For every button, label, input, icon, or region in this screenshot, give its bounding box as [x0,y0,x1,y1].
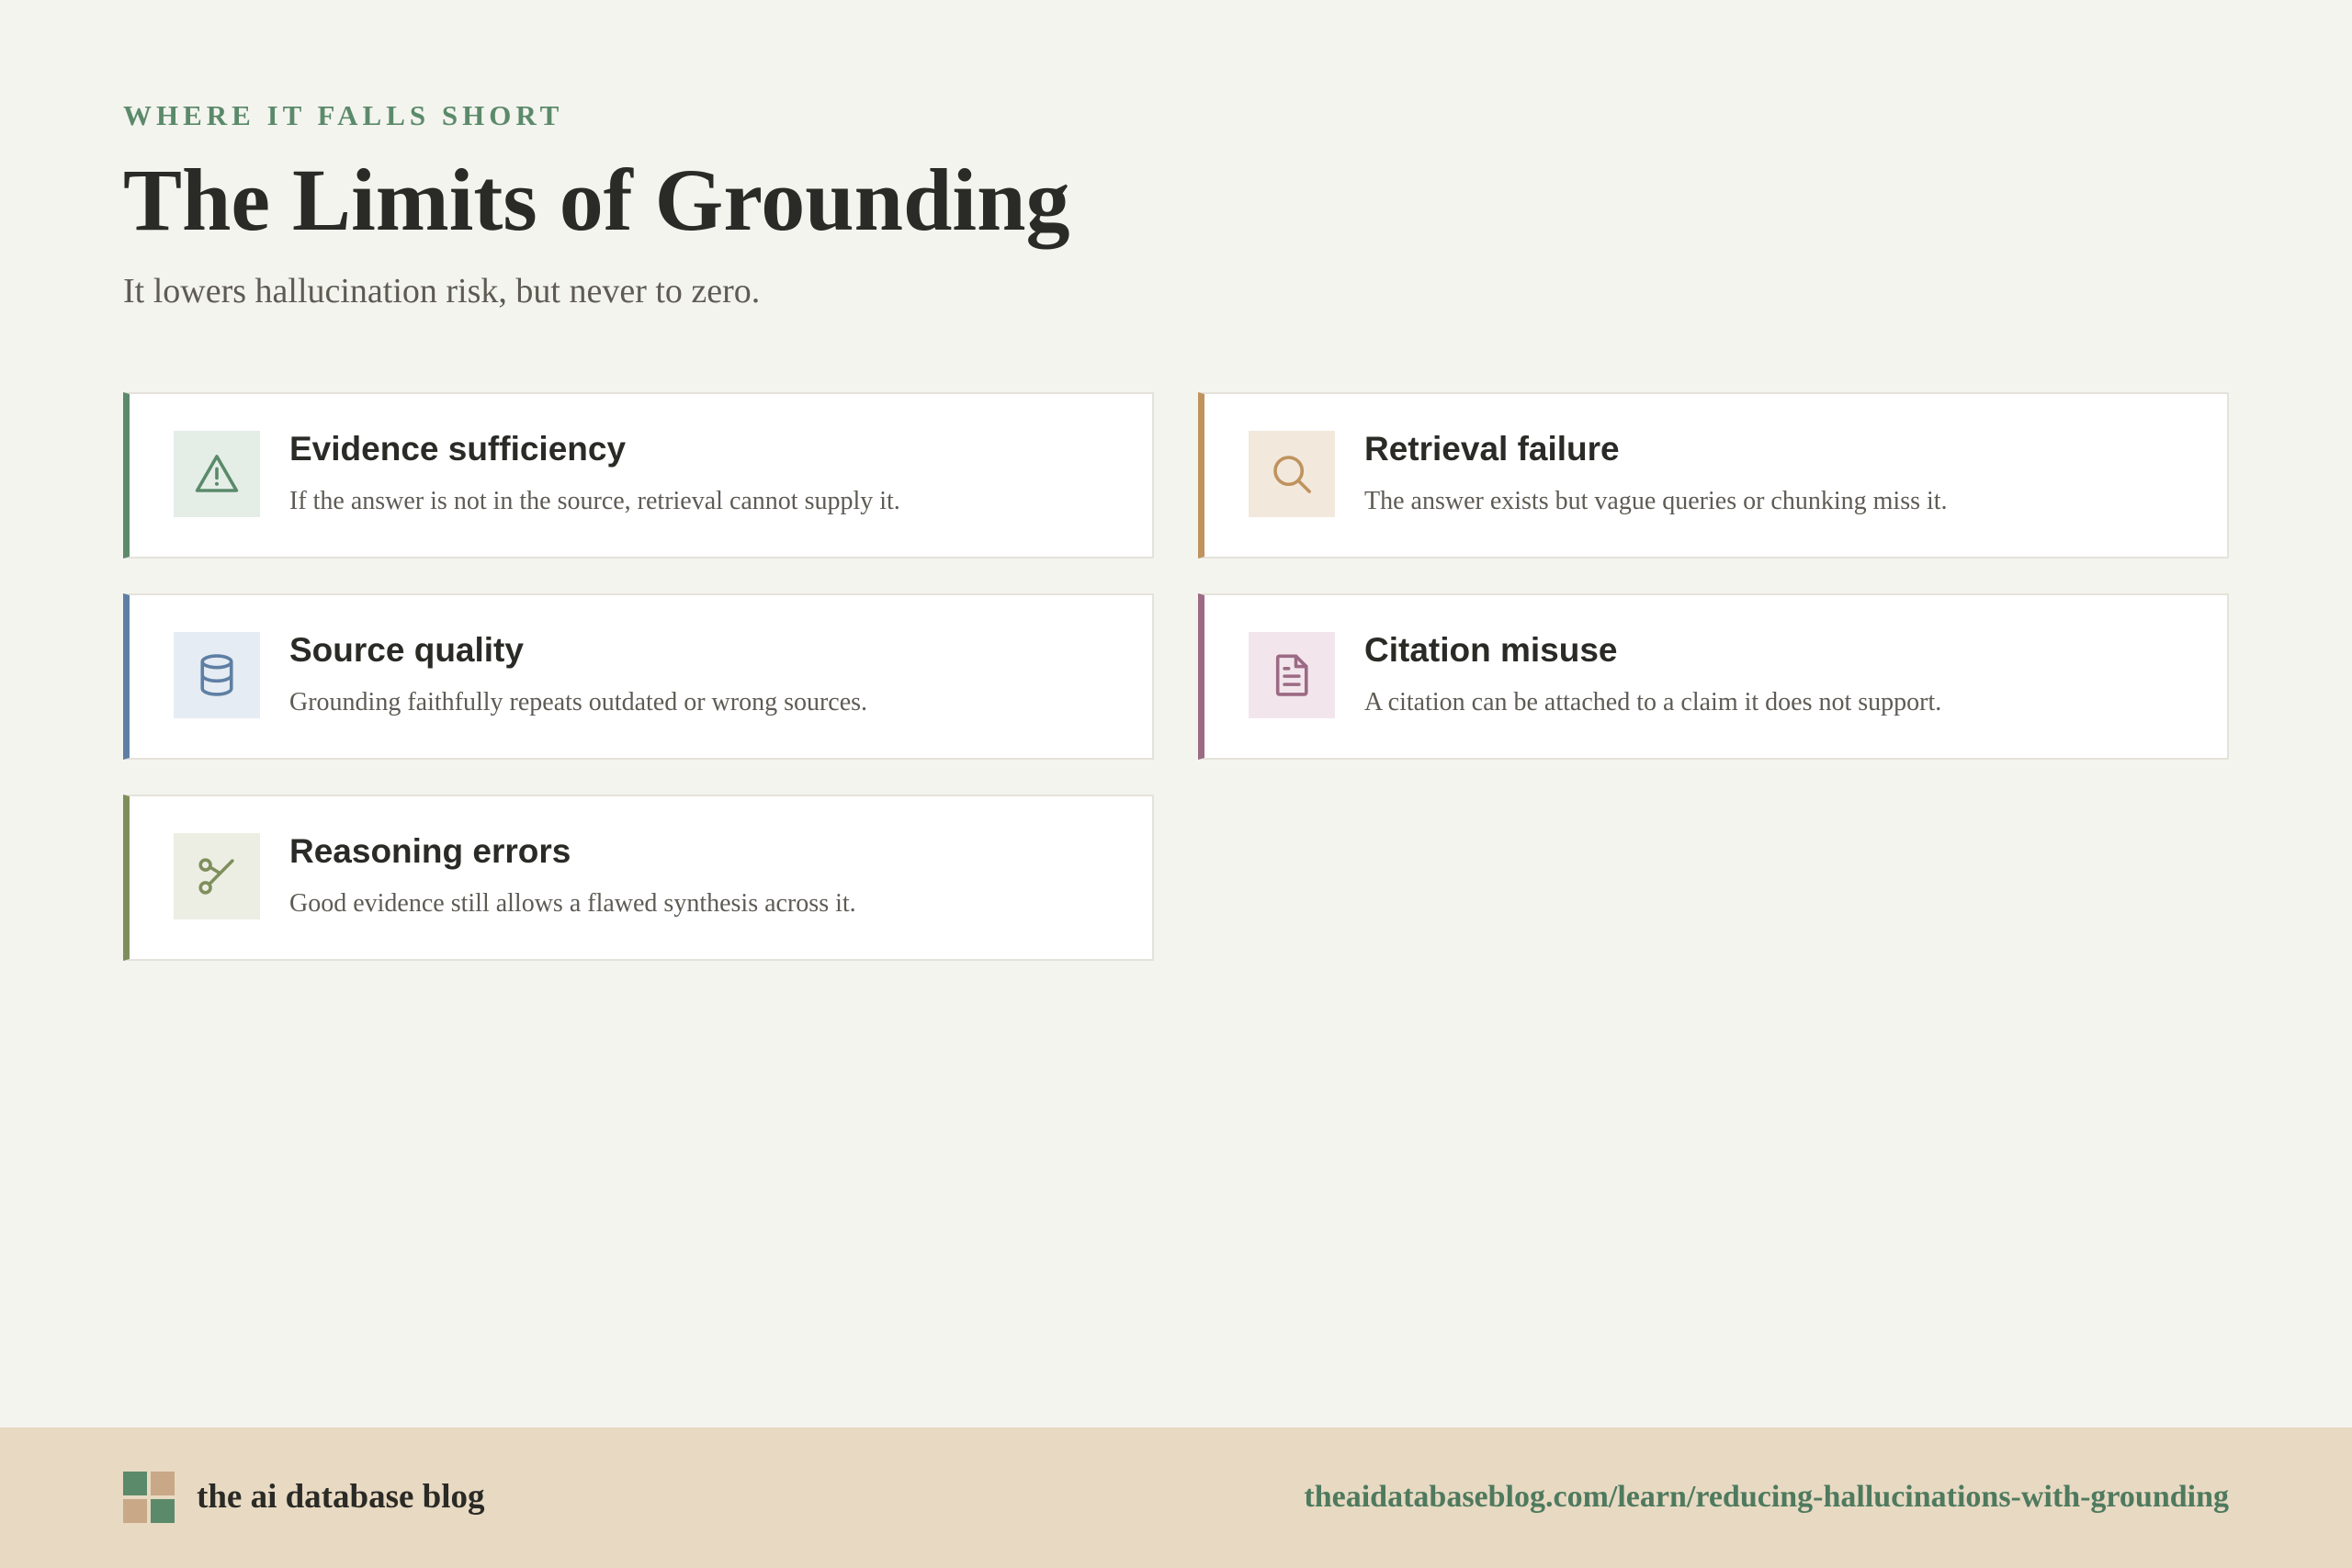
card-icon-box [1249,431,1335,517]
article-url: theaidatabaseblog.com/learn/reducing-hallucinations-with-grounding [1304,1480,2229,1514]
limits-card-grid [123,392,2229,961]
card-retrieval-failure [1198,392,2229,558]
page-title: The Limits of Grounding [123,151,1070,249]
footer [0,1427,2352,1568]
card-citation-misuse [1198,593,2229,760]
card-title: Retrieval failure [1364,430,1620,468]
card-title: Reasoning errors [289,832,571,870]
card-description: Grounding faithfully repeats outdated or wrong sources. [289,688,868,716]
card-description: The answer exists but vague queries or chunking miss it. [1364,487,1948,515]
blog-brand-name: the ai database blog [197,1478,485,1516]
page-subtitle: It lowers hallucination risk, but never to zero. [123,271,761,310]
card-evidence-sufficiency [123,392,1154,558]
card-icon-box [174,431,260,517]
logo-square [123,1472,147,1495]
card-source-quality [123,593,1154,760]
search-icon [1267,449,1317,499]
card-icon-box [174,632,260,718]
card-title: Citation misuse [1364,631,1618,669]
header [123,101,1069,312]
logo-square [151,1499,175,1523]
card-reasoning-errors [123,795,1154,961]
section-eyebrow: WHERE IT FALLS SHORT [123,99,564,131]
logo-square [123,1499,147,1523]
card-description: A citation can be attached to a claim it does not support. [1364,688,1942,716]
blog-logo-icon [123,1472,175,1523]
scissors-icon [192,852,242,901]
document-icon [1267,650,1317,700]
card-description: Good evidence still allows a flawed synthesis across it. [289,889,856,918]
card-description: If the answer is not in the source, retrieval cannot supply it. [289,487,900,515]
logo-square [151,1472,175,1495]
card-title: Source quality [289,631,524,669]
database-icon [192,650,242,700]
card-icon-box [174,833,260,919]
warning-triangle-icon [192,449,242,499]
card-icon-box [1249,632,1335,718]
card-title: Evidence sufficiency [289,430,627,468]
